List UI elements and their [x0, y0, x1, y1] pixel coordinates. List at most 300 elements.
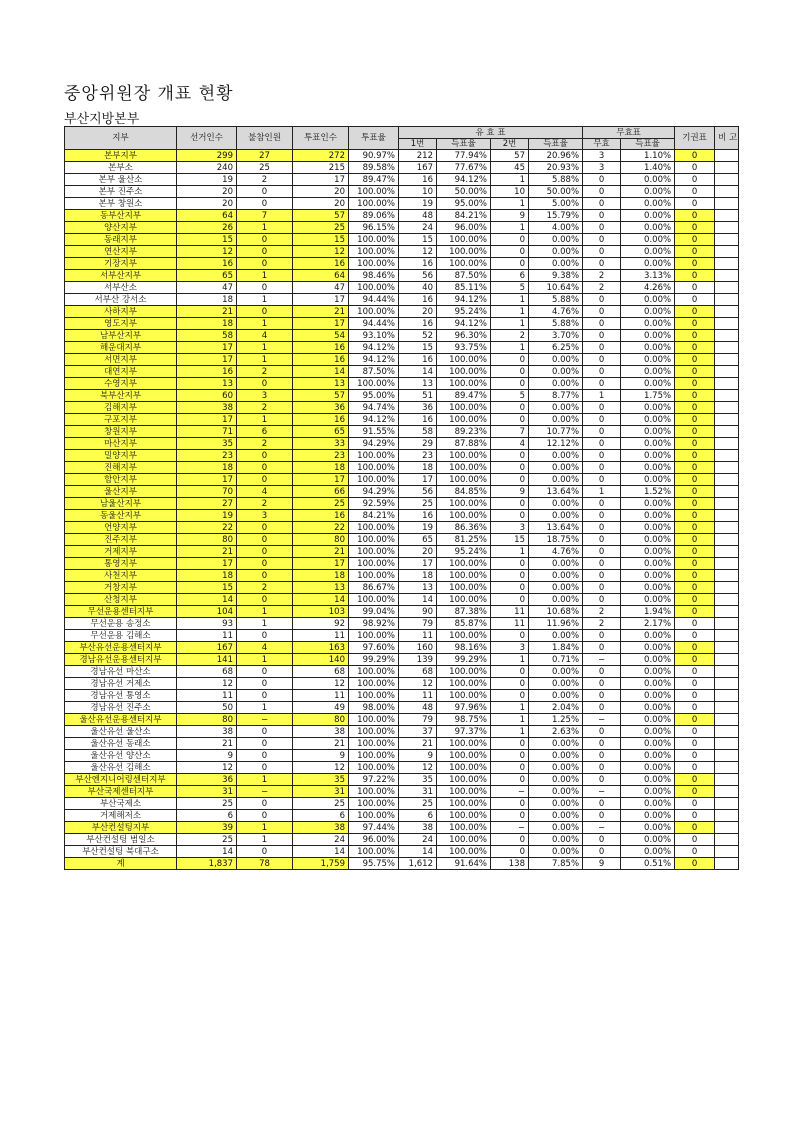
abstain-cell: 0 [675, 174, 715, 186]
abstain-cell: 0 [675, 426, 715, 438]
branch-cell: 서부산소 [65, 282, 177, 294]
note-cell [715, 282, 739, 294]
absent-cell: 1 [237, 294, 293, 306]
candidate-1-votes-cell: 58 [399, 426, 437, 438]
candidate-1-votes-cell: 10 [399, 186, 437, 198]
candidate-1-rate-cell: 100.00% [437, 762, 491, 774]
candidate-1-votes-cell: 14 [399, 594, 437, 606]
candidate-2-votes-cell: 3 [491, 522, 529, 534]
table-row [65, 150, 739, 162]
candidate-1-rate-cell: 100.00% [437, 234, 491, 246]
header-branch: 지부 [65, 127, 177, 150]
candidate-2-votes-cell: 0 [491, 258, 529, 270]
candidate-1-rate-cell: 100.00% [437, 594, 491, 606]
note-cell [715, 378, 739, 390]
candidate-1-votes-cell: 51 [399, 390, 437, 402]
invalid-count-cell: 0 [583, 498, 621, 510]
absent-cell: 0 [237, 546, 293, 558]
candidate-2-rate-cell: 12.12% [529, 438, 583, 450]
note-cell [715, 630, 739, 642]
absent-cell: 2 [237, 366, 293, 378]
branch-cell: 사천지부 [65, 570, 177, 582]
voters-cell: 11 [293, 690, 349, 702]
branch-cell: 언양지부 [65, 522, 177, 534]
invalid-count-cell: 0 [583, 546, 621, 558]
table-row [65, 606, 739, 618]
invalid-count-cell: 0 [583, 258, 621, 270]
table-row [65, 366, 739, 378]
abstain-cell: 0 [675, 810, 715, 822]
candidate-2-rate-cell: 2.63% [529, 726, 583, 738]
header-rate-2: 득표율 [529, 139, 583, 150]
absent-cell: 0 [237, 726, 293, 738]
abstain-cell: 0 [675, 402, 715, 414]
table-row [65, 618, 739, 630]
invalid-count-cell: − [583, 714, 621, 726]
voters-cell: 54 [293, 330, 349, 342]
voters-cell: 17 [293, 174, 349, 186]
turnout-cell: 97.22% [349, 774, 399, 786]
electors-cell: 104 [177, 606, 237, 618]
absent-cell: 2 [237, 438, 293, 450]
candidate-1-rate-cell: 84.21% [437, 210, 491, 222]
turnout-cell: 89.06% [349, 210, 399, 222]
voters-cell: 24 [293, 834, 349, 846]
voters-cell: 17 [293, 318, 349, 330]
branch-cell: 부산국제소 [65, 798, 177, 810]
branch-cell: 울산유선 동래소 [65, 738, 177, 750]
candidate-1-rate-cell: 100.00% [437, 414, 491, 426]
branch-cell: 본부지부 [65, 150, 177, 162]
invalid-rate-cell: 0.00% [621, 318, 675, 330]
candidate-2-rate-cell: 10.77% [529, 426, 583, 438]
note-cell [715, 342, 739, 354]
candidate-2-rate-cell: 5.88% [529, 174, 583, 186]
branch-cell: 무선운용센터지부 [65, 606, 177, 618]
candidate-2-votes-cell: 0 [491, 354, 529, 366]
electors-cell: 38 [177, 726, 237, 738]
invalid-count-cell: 1 [583, 486, 621, 498]
abstain-cell: 0 [675, 222, 715, 234]
turnout-cell: 100.00% [349, 846, 399, 858]
voters-cell: 12 [293, 678, 349, 690]
candidate-2-votes-cell: 15 [491, 534, 529, 546]
note-cell [715, 762, 739, 774]
candidate-1-votes-cell: 160 [399, 642, 437, 654]
invalid-count-cell: 0 [583, 510, 621, 522]
branch-cell: 무선운용 김해소 [65, 630, 177, 642]
candidate-2-rate-cell: 0.00% [529, 246, 583, 258]
turnout-cell: 100.00% [349, 378, 399, 390]
voters-cell: 163 [293, 642, 349, 654]
note-cell [715, 210, 739, 222]
candidate-2-rate-cell: 8.77% [529, 390, 583, 402]
branch-cell: 동부산지부 [65, 210, 177, 222]
candidate-1-votes-cell: 212 [399, 150, 437, 162]
abstain-cell: 0 [675, 762, 715, 774]
turnout-cell: 100.00% [349, 762, 399, 774]
voters-cell: 15 [293, 234, 349, 246]
candidate-2-votes-cell: 0 [491, 582, 529, 594]
electors-cell: 65 [177, 270, 237, 282]
invalid-count-cell: 0 [583, 294, 621, 306]
voters-cell: 12 [293, 762, 349, 774]
candidate-2-votes-cell: 0 [491, 414, 529, 426]
candidate-1-rate-cell: 86.36% [437, 522, 491, 534]
abstain-cell: 0 [675, 210, 715, 222]
note-cell [715, 450, 739, 462]
abstain-cell: 0 [675, 318, 715, 330]
turnout-cell: 94.12% [349, 342, 399, 354]
table-row [65, 486, 739, 498]
absent-cell: 0 [237, 594, 293, 606]
candidate-1-votes-cell: 12 [399, 762, 437, 774]
absent-cell: 4 [237, 642, 293, 654]
candidate-1-rate-cell: 100.00% [437, 822, 491, 834]
electors-cell: 18 [177, 570, 237, 582]
note-cell [715, 678, 739, 690]
candidate-1-votes-cell: 16 [399, 318, 437, 330]
candidate-2-votes-cell: 0 [491, 834, 529, 846]
candidate-2-votes-cell: 1 [491, 546, 529, 558]
candidate-2-rate-cell: 15.79% [529, 210, 583, 222]
electors-cell: 20 [177, 198, 237, 210]
candidate-2-votes-cell: 0 [491, 246, 529, 258]
voters-cell: 31 [293, 786, 349, 798]
table-row [65, 726, 739, 738]
candidate-2-votes-cell: 0 [491, 678, 529, 690]
candidate-1-rate-cell: 98.16% [437, 642, 491, 654]
invalid-count-cell: 0 [583, 438, 621, 450]
invalid-count-cell: 0 [583, 378, 621, 390]
candidate-2-votes-cell: 10 [491, 186, 529, 198]
turnout-cell: 92.59% [349, 498, 399, 510]
candidate-2-rate-cell: 0.00% [529, 690, 583, 702]
abstain-cell: 0 [675, 606, 715, 618]
absent-cell: 1 [237, 654, 293, 666]
electors-cell: 58 [177, 330, 237, 342]
voters-cell: 47 [293, 282, 349, 294]
note-cell [715, 546, 739, 558]
invalid-count-cell: 0 [583, 594, 621, 606]
turnout-cell: 98.92% [349, 618, 399, 630]
absent-cell: − [237, 714, 293, 726]
note-cell [715, 582, 739, 594]
candidate-1-rate-cell: 89.23% [437, 426, 491, 438]
candidate-1-votes-cell: 19 [399, 522, 437, 534]
note-cell [715, 858, 739, 870]
header-invalid-count: 무효 [583, 139, 621, 150]
candidate-1-rate-cell: 94.12% [437, 174, 491, 186]
absent-cell: 0 [237, 678, 293, 690]
abstain-cell: 0 [675, 774, 715, 786]
candidate-2-votes-cell: 1 [491, 306, 529, 318]
candidate-1-votes-cell: 20 [399, 546, 437, 558]
abstain-cell: 0 [675, 378, 715, 390]
voters-cell: 16 [293, 258, 349, 270]
candidate-2-rate-cell: 0.00% [529, 402, 583, 414]
voters-cell: 64 [293, 270, 349, 282]
invalid-count-cell: 0 [583, 330, 621, 342]
table-row [65, 846, 739, 858]
absent-cell: 0 [237, 570, 293, 582]
table-row [65, 294, 739, 306]
electors-cell: 35 [177, 438, 237, 450]
invalid-rate-cell: 0.00% [621, 246, 675, 258]
candidate-1-votes-cell: 16 [399, 414, 437, 426]
turnout-cell: 98.46% [349, 270, 399, 282]
absent-cell: 2 [237, 402, 293, 414]
absent-cell: 2 [237, 582, 293, 594]
candidate-2-votes-cell: 0 [491, 750, 529, 762]
candidate-2-rate-cell: 10.68% [529, 606, 583, 618]
turnout-cell: 98.00% [349, 702, 399, 714]
electors-cell: 15 [177, 234, 237, 246]
candidate-1-rate-cell: 100.00% [437, 450, 491, 462]
invalid-count-cell: 0 [583, 570, 621, 582]
candidate-1-votes-cell: 18 [399, 462, 437, 474]
note-cell [715, 534, 739, 546]
candidate-1-rate-cell: 99.29% [437, 654, 491, 666]
candidate-1-rate-cell: 87.88% [437, 438, 491, 450]
candidate-2-votes-cell: 0 [491, 462, 529, 474]
candidate-1-rate-cell: 100.00% [437, 258, 491, 270]
note-cell [715, 822, 739, 834]
candidate-2-votes-cell: 0 [491, 762, 529, 774]
candidate-2-rate-cell: 0.00% [529, 786, 583, 798]
candidate-2-rate-cell: 20.93% [529, 162, 583, 174]
note-cell [715, 714, 739, 726]
invalid-rate-cell: 0.00% [621, 834, 675, 846]
abstain-cell: 0 [675, 438, 715, 450]
note-cell [715, 270, 739, 282]
candidate-2-rate-cell: 0.00% [529, 630, 583, 642]
absent-cell: 1 [237, 822, 293, 834]
absent-cell: 1 [237, 834, 293, 846]
note-cell [715, 150, 739, 162]
candidate-2-rate-cell: 7.85% [529, 858, 583, 870]
electors-cell: 17 [177, 354, 237, 366]
candidate-2-rate-cell: 4.00% [529, 222, 583, 234]
branch-cell: 진주지부 [65, 534, 177, 546]
candidate-2-rate-cell: 0.00% [529, 234, 583, 246]
candidate-2-votes-cell: 0 [491, 402, 529, 414]
turnout-cell: 96.00% [349, 834, 399, 846]
candidate-2-votes-cell: 0 [491, 570, 529, 582]
invalid-rate-cell: 0.00% [621, 450, 675, 462]
absent-cell: 1 [237, 618, 293, 630]
candidate-2-rate-cell: 6.25% [529, 342, 583, 354]
invalid-rate-cell: 0.00% [621, 414, 675, 426]
turnout-cell: 94.29% [349, 438, 399, 450]
note-cell [715, 414, 739, 426]
table-row [65, 222, 739, 234]
candidate-2-rate-cell: 13.64% [529, 486, 583, 498]
candidate-1-votes-cell: 79 [399, 618, 437, 630]
abstain-cell: 0 [675, 642, 715, 654]
candidate-1-rate-cell: 100.00% [437, 738, 491, 750]
absent-cell: 1 [237, 318, 293, 330]
candidate-1-votes-cell: 6 [399, 810, 437, 822]
branch-cell: 울산유선운용센터지부 [65, 714, 177, 726]
candidate-1-rate-cell: 93.75% [437, 342, 491, 354]
note-cell [715, 810, 739, 822]
branch-cell: 울산유선 양산소 [65, 750, 177, 762]
invalid-rate-cell: 1.40% [621, 162, 675, 174]
electors-cell: 18 [177, 318, 237, 330]
candidate-1-votes-cell: 16 [399, 294, 437, 306]
invalid-count-cell: 9 [583, 858, 621, 870]
candidate-2-votes-cell: 9 [491, 486, 529, 498]
voters-cell: 13 [293, 378, 349, 390]
results-table [64, 126, 739, 870]
candidate-1-votes-cell: 14 [399, 366, 437, 378]
table-row [65, 342, 739, 354]
abstain-cell: 0 [675, 738, 715, 750]
candidate-2-votes-cell: 1 [491, 294, 529, 306]
invalid-count-cell: 0 [583, 414, 621, 426]
candidate-1-votes-cell: 13 [399, 378, 437, 390]
voters-cell: 18 [293, 570, 349, 582]
note-cell [715, 606, 739, 618]
header-abstain: 기권표 [675, 127, 715, 150]
branch-cell: 본부 진주소 [65, 186, 177, 198]
absent-cell: 0 [237, 474, 293, 486]
invalid-rate-cell: 0.00% [621, 222, 675, 234]
turnout-cell: 97.44% [349, 822, 399, 834]
electors-cell: 12 [177, 246, 237, 258]
invalid-count-cell: 0 [583, 630, 621, 642]
candidate-1-votes-cell: 16 [399, 354, 437, 366]
candidate-2-rate-cell: 5.00% [529, 198, 583, 210]
candidate-2-rate-cell: 0.00% [529, 510, 583, 522]
voters-cell: 14 [293, 846, 349, 858]
abstain-cell: 0 [675, 486, 715, 498]
electors-cell: 38 [177, 402, 237, 414]
invalid-count-cell: 0 [583, 210, 621, 222]
invalid-rate-cell: 0.00% [621, 210, 675, 222]
turnout-cell: 100.00% [349, 186, 399, 198]
voters-cell: 38 [293, 822, 349, 834]
turnout-cell: 100.00% [349, 726, 399, 738]
voters-cell: 16 [293, 510, 349, 522]
candidate-2-votes-cell: 2 [491, 330, 529, 342]
electors-cell: 16 [177, 366, 237, 378]
turnout-cell: 91.55% [349, 426, 399, 438]
header-note: 비 고 [715, 127, 739, 150]
candidate-2-votes-cell: 4 [491, 438, 529, 450]
table-row [65, 198, 739, 210]
turnout-cell: 100.00% [349, 666, 399, 678]
total-row [65, 858, 739, 870]
note-cell [715, 618, 739, 630]
invalid-rate-cell: 0.00% [621, 234, 675, 246]
absent-cell: 0 [237, 258, 293, 270]
candidate-2-rate-cell: 50.00% [529, 186, 583, 198]
candidate-1-rate-cell: 100.00% [437, 366, 491, 378]
turnout-cell: 94.12% [349, 354, 399, 366]
turnout-cell: 99.04% [349, 606, 399, 618]
header-candidate-1: 1번 [399, 139, 437, 150]
table-row [65, 762, 739, 774]
candidate-1-votes-cell: 68 [399, 666, 437, 678]
candidate-1-votes-cell: 17 [399, 474, 437, 486]
candidate-2-rate-cell: 20.96% [529, 150, 583, 162]
absent-cell: 0 [237, 762, 293, 774]
turnout-cell: 94.44% [349, 294, 399, 306]
abstain-cell: 0 [675, 390, 715, 402]
branch-cell: 영도지부 [65, 318, 177, 330]
candidate-2-votes-cell: 0 [491, 630, 529, 642]
candidate-2-votes-cell: 3 [491, 642, 529, 654]
branch-cell: 진해지부 [65, 462, 177, 474]
turnout-cell: 89.58% [349, 162, 399, 174]
turnout-cell: 100.00% [349, 750, 399, 762]
electors-cell: 12 [177, 762, 237, 774]
note-cell [715, 258, 739, 270]
table-row [65, 582, 739, 594]
branch-cell: 구포지부 [65, 414, 177, 426]
invalid-rate-cell: 0.00% [621, 690, 675, 702]
electors-cell: 31 [177, 786, 237, 798]
invalid-rate-cell: 0.00% [621, 786, 675, 798]
branch-cell: 산청지부 [65, 594, 177, 606]
invalid-count-cell: 0 [583, 402, 621, 414]
absent-cell: 0 [237, 186, 293, 198]
invalid-count-cell: − [583, 654, 621, 666]
invalid-rate-cell: 0.00% [621, 666, 675, 678]
invalid-rate-cell: 0.00% [621, 654, 675, 666]
turnout-cell: 95.00% [349, 390, 399, 402]
candidate-1-votes-cell: 38 [399, 822, 437, 834]
candidate-2-rate-cell: 5.88% [529, 294, 583, 306]
abstain-cell: 0 [675, 666, 715, 678]
candidate-1-votes-cell: 25 [399, 498, 437, 510]
invalid-count-cell: 0 [583, 846, 621, 858]
candidate-2-rate-cell: 0.00% [529, 570, 583, 582]
abstain-cell: 0 [675, 594, 715, 606]
candidate-2-votes-cell: 1 [491, 174, 529, 186]
table-row [65, 690, 739, 702]
candidate-1-votes-cell: 15 [399, 234, 437, 246]
header-electors: 선거인수 [177, 127, 237, 150]
invalid-count-cell: 0 [583, 474, 621, 486]
absent-cell: 0 [237, 846, 293, 858]
candidate-1-rate-cell: 91.64% [437, 858, 491, 870]
candidate-1-rate-cell: 100.00% [437, 402, 491, 414]
absent-cell: 0 [237, 462, 293, 474]
electors-cell: 19 [177, 174, 237, 186]
invalid-rate-cell: 0.00% [621, 510, 675, 522]
candidate-2-votes-cell: 0 [491, 498, 529, 510]
candidate-2-rate-cell: 3.70% [529, 330, 583, 342]
candidate-1-votes-cell: 11 [399, 630, 437, 642]
voters-cell: 21 [293, 738, 349, 750]
invalid-count-cell: 0 [583, 834, 621, 846]
candidate-1-rate-cell: 81.25% [437, 534, 491, 546]
absent-cell: 0 [237, 534, 293, 546]
electors-cell: 25 [177, 798, 237, 810]
invalid-count-cell: 0 [583, 246, 621, 258]
electors-cell: 17 [177, 414, 237, 426]
invalid-rate-cell: 0.00% [621, 810, 675, 822]
abstain-cell: 0 [675, 846, 715, 858]
abstain-cell: 0 [675, 618, 715, 630]
page-subtitle: 부산지방본부 [64, 112, 140, 127]
candidate-2-rate-cell: 0.00% [529, 462, 583, 474]
candidate-2-rate-cell: 0.00% [529, 750, 583, 762]
abstain-cell: 0 [675, 534, 715, 546]
